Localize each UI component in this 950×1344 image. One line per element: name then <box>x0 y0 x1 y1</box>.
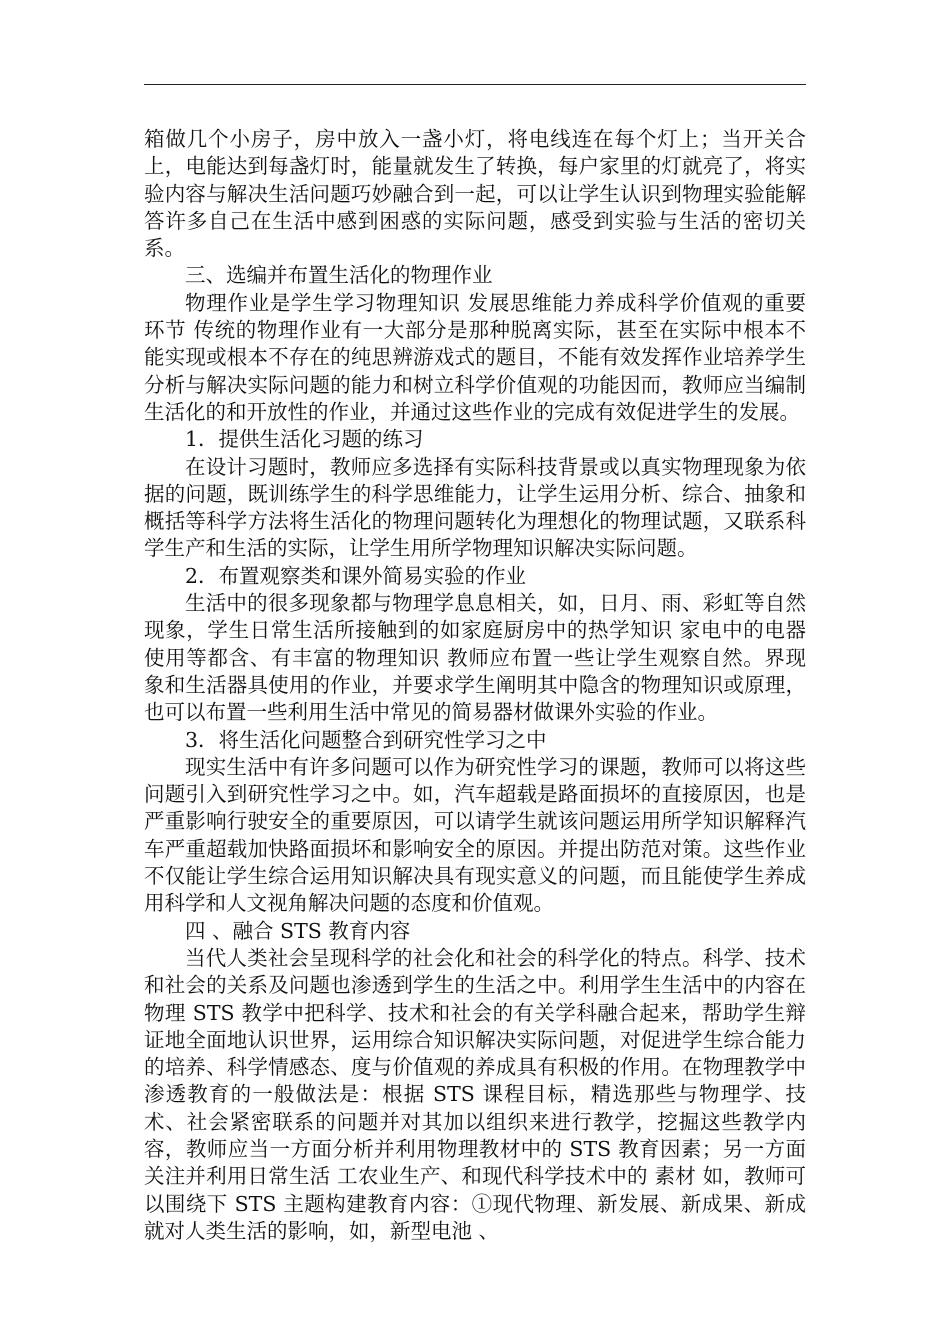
subheading-1: 1．提供生活化习题的练习 <box>185 427 424 452</box>
subheading-3: 3．将生活化问题整合到研究性学习之中 <box>185 727 547 752</box>
paragraph-exercise-design: 在设计习题时，教师应多选择有实际科技背景或以真实物理现象为依据的问题，既训练学生的科学思维能力，让学生运用分析、综合、抽象和概括等科学方法将生活化的物理问题转化为理想化的物理试题，又联系科学生产和生活的实际，让学生用所学物理知识解决实际问题。 <box>144 454 806 561</box>
section-heading-4: 四 、融合 STS 教育内容 <box>185 918 411 943</box>
paragraph-observation-homework: 生活中的很多现象都与物理学息息相关，如，日月、雨、彩虹等自然现象，学生日常生活所接触到的如家庭厨房中的热学知识 家电中的电器使用等都含、有丰富的物理知识 教师应布置一些让学生观察自然。界现象和生活器具使用的作业，并要求学生阐明其中隐含的物理知识或原理，也可以布置一些利用生活中常见的简易器材做课外实验的作业。 <box>144 591 806 725</box>
paragraph-sts-education: 当代人类社会呈现科学的社会化和社会的科学化的特点。科学、技术和社会的关系及问题也渗透到学生的生活之中。利用学生生活中的内容在物理 STS 教学中把科学、技术和社会的有关学科融合起来，帮助学生辩证地全面地认识世界，运用综合知识解决实际问题，对促进学生综合能力的培养、科学情感态、度与价值观的养成具有积极的作用。在物理教学中渗透教育的一般做法是：根据 STS 课程目标，精选那些与物理学、技术、社会紧密联系的问题并对其加以组织来进行教学，挖掘这些教学内容，教师应当一方面分析并利用物理教材中的 STS 教育因素；另一方面关注并利用日常生活 工农业生产、和现代科学技术中的 素材 如，教师可以围绕下 STS 主题构建教育内容：①现代物理、新发展、新成果、新成就对人类生活的影响，如，新型电池 、 <box>144 945 806 1243</box>
document-body <box>144 126 806 1245</box>
paragraph-research-learning: 现实生活中有许多问题可以作为研究性学习的课题，教师可以将这些问题引入到研究性学习之中。如，汽车超载是路面损坏的直接原因，也是严重影响行驶安全的重要原因，可以请学生就该问题运用所学知识解释汽车严重超载加快路面损坏和影响安全的原因。并提出防范对策。这些作业不仅能让学生综合运用知识解决具有现实意义的问题，而且能使学生养成用科学和人文视角解决问题的态度和价值观。 <box>144 754 806 916</box>
header-rule <box>144 84 806 85</box>
subheading-2: 2．布置观察类和课外简易实验的作业 <box>185 563 527 588</box>
paragraph-homework-intro: 物理作业是学生学习物理知识 发展思维能力养成科学价值观的重要环节 传统的物理作业有一大部分是那种脱离实际，甚至在实际中根本不能实现或根本不存在的纯思辨游戏式的题目，不能有效发挥作业培养学生分析与解决实际问题的能力和树立科学价值观的功能因而，教师应当编制生活化的和开放性的作业，并通过这些作业的完成有效促进学生的发展。 <box>144 290 806 424</box>
section-heading-3: 三、选编并布置生活化的物理作业 <box>185 263 493 288</box>
paragraph-continuation: 箱做几个小房子，房中放入一盏小灯，将电线连在每个灯上；当开关合上，电能达到每盏灯时，能量就发生了转换，每户家里的灯就亮了，将实验内容与解决生活问题巧妙融合到一起，可以让学生认识到物理实验能解答许多自己在生活中感到困惑的实际问题，感受到实验与生活的密切关系。 <box>144 127 806 261</box>
